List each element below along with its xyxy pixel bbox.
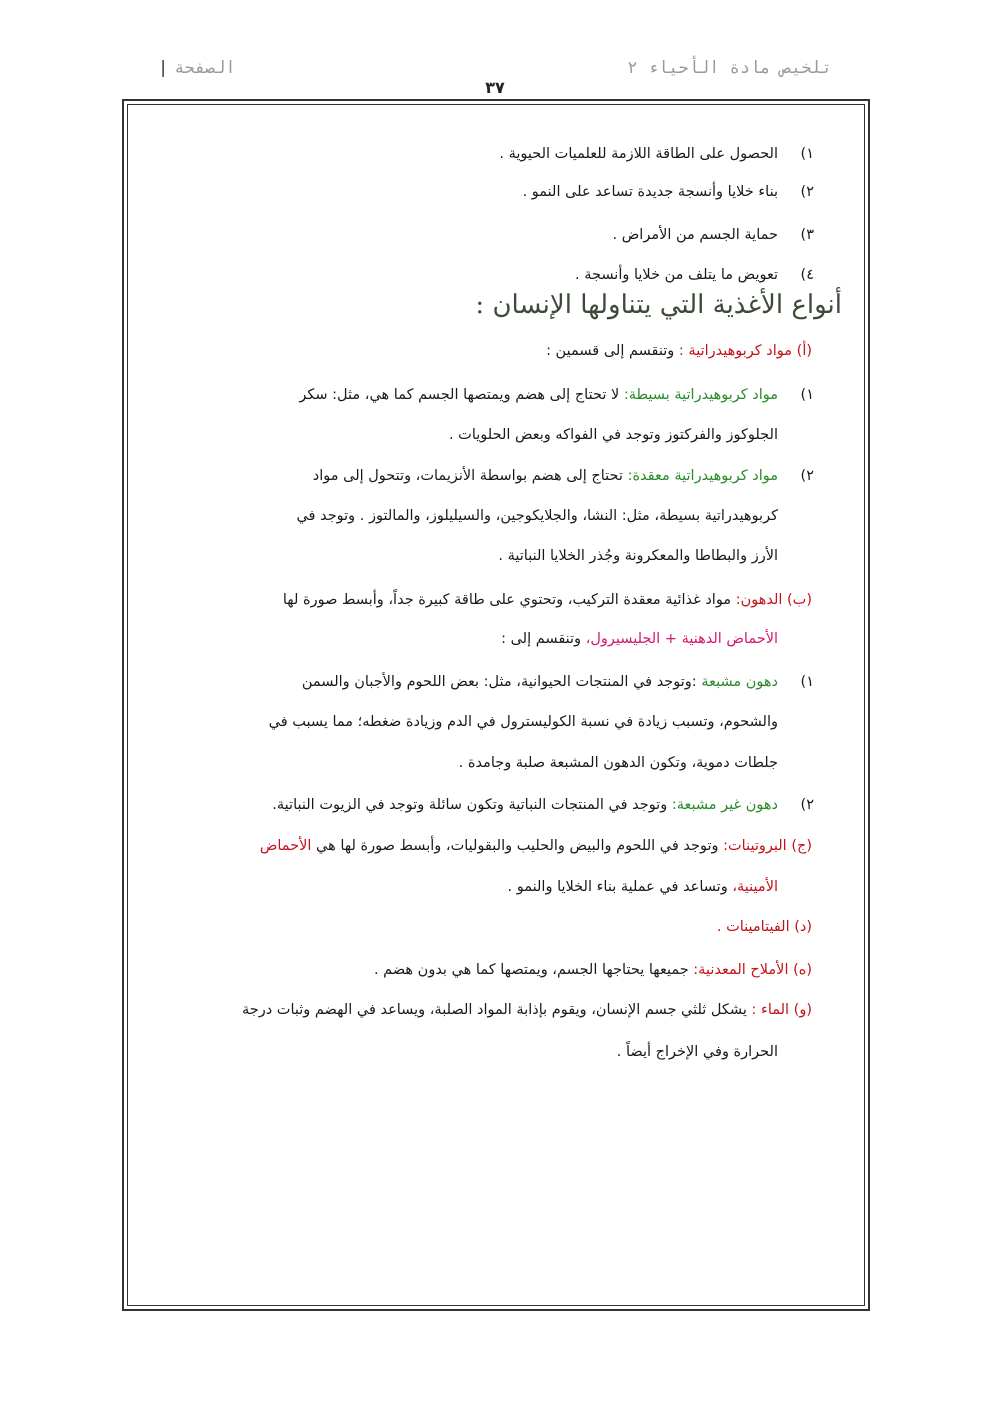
unsaturated-fats-label: دهون غير مشبعة: [671,797,778,813]
saturated-fats-line2: والشحوم، وتسبب زيادة في نسبة الكوليسترول في الدم وزيادة ضغطه؛ مما يسبب في [268,714,778,730]
simple-carbs-label: مواد كربوهيدراتية بسيطة: [623,387,778,403]
fats-line2: الأحماض الدهنية + الجليسيرول، وتنقسم إلى : [501,631,778,647]
header-title: تلخيص مادة الأحياء ٢ [627,58,832,78]
fats-simplest-form: الأحماض الدهنية + الجليسيرول، [585,631,778,647]
header-section [158,58,236,78]
minerals-line: (ه) الأملاح المعدنية: جميعها يحتاجها الجسم، ويمتصها كما هي بدون هضم . [373,962,812,978]
function-item: ٢)بناء خلايا وأنسجة جديدة تساعد على النمو . [522,184,814,200]
complex-carbs-line1: ٢)مواد كربوهيدراتية معقدة: تحتاج إلى هضم بواسطة الأنزيمات، وتتحول إلى مواد [312,468,814,484]
function-item: ٣)حماية الجسم من الأمراض . [612,227,814,243]
fats-label: (ب) الدهون: [735,592,812,608]
minerals-label: (ه) الأملاح المعدنية: [693,962,812,978]
fats-line1: (ب) الدهون: مواد غذائية معقدة التركيب، وتحتوي على طاقة كبيرة جداً، وأبسط صورة لها [282,592,812,608]
vitamins-label: (د) الفيتامينات . [716,919,812,935]
carbs-intro: (أ) مواد كربوهيدراتية : وتنقسم إلى قسمين : [546,343,812,359]
saturated-fats-line3: جلطات دموية، وتكون الدهون المشبعة صلبة وجامدة . [458,755,778,771]
function-item: ٤)تعويض ما يتلف من خلايا وأنسجة . [575,267,814,283]
page-frame-inner [127,104,865,1306]
complex-carbs-line3: الأرز والبطاطا والمعكرونة وجُذر الخلايا النباتية . [498,548,778,564]
header-divider: | [158,58,169,78]
complex-carbs-label: مواد كربوهيدراتية معقدة: [627,468,778,484]
header-section-label: الصفحة [174,58,236,78]
proteins-line1: (ج) البروتينات: وتوجد في اللحوم والبيض والحليب والبقوليات، وأبسط صورة لها هي الأحماض [259,838,812,854]
proteins-line2: الأمينية، وتساعد في عملية بناء الخلايا والنمو . [507,879,778,895]
saturated-fats-line1: ١)دهون مشبعة :وتوجد في المنتجات الحيوانية، مثل: بعض اللحوم والأجبان والسمن [301,674,814,690]
function-item: ١)الحصول على الطاقة اللازمة للعلميات الحيوية . [499,146,814,162]
simple-carbs-line2: الجلوكوز والفركتوز وتوجد في الفواكه وبعض الحلويات . [448,427,778,443]
unsaturated-fats-line: ٢)دهون غير مشبعة: وتوجد في المنتجات النباتية وتكون سائلة وتوجد في الزيوت النباتية. [272,797,814,813]
water-line2: الحرارة وفي الإخراج أيضاً . [616,1044,778,1060]
carbs-label: (أ) مواد كربوهيدراتية : [678,343,812,359]
water-label: (و) الماء : [751,1002,812,1018]
simple-carbs-line1: ١)مواد كربوهيدراتية بسيطة: لا تحتاج إلى هضم ويمتصها الجسم كما هي، مثل: سكر [299,387,814,403]
saturated-fats-label: دهون مشبعة [701,674,778,690]
proteins-label: (ج) البروتينات: [723,838,812,854]
section-heading: أنواع الأغذية التي يتناولها الإنسان : [475,290,842,320]
water-line1: (و) الماء : يشكل ثلثي جسم الإنسان، ويقوم بإذابة المواد الصلبة، ويساعد في الهضم وثبات درجة [242,1002,812,1018]
page-number: ٣٧ [485,78,505,97]
complex-carbs-line2: كربوهيدراتية بسيطة، مثل: النشا، والجلايكوجين، والسيليلوز، والمالتوز . وتوجد في [296,508,778,524]
vitamins-line [717,919,812,935]
